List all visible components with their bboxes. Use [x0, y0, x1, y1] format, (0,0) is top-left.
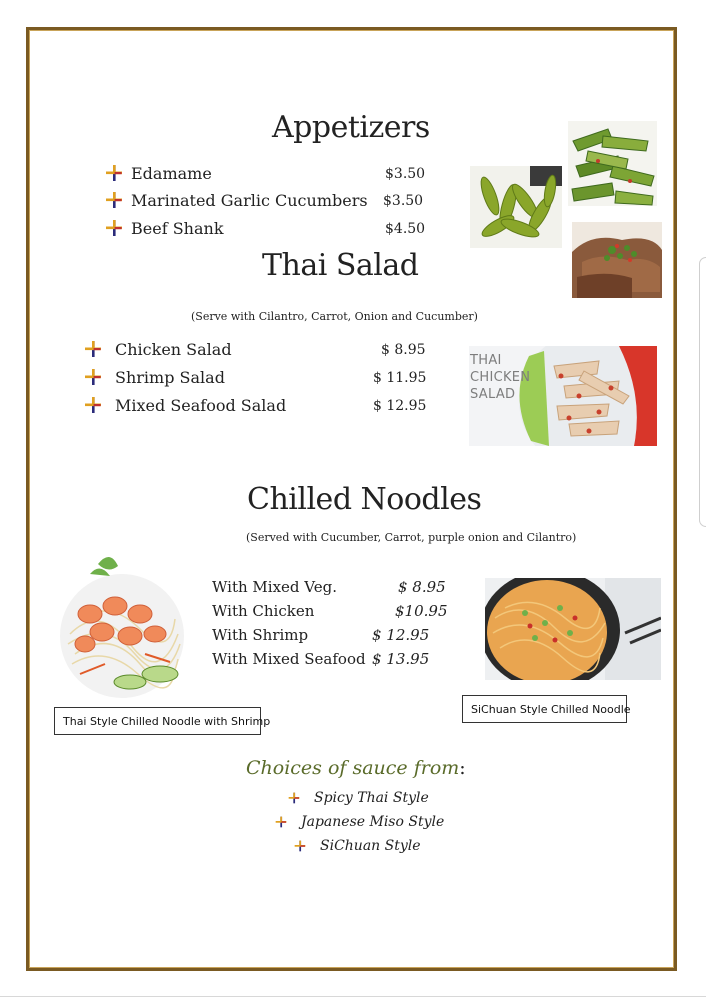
menu-item	[84, 393, 286, 417]
menu-item-name: Shrimp Salad	[115, 367, 225, 387]
scroll-edge-handle[interactable]	[699, 257, 706, 527]
page-bottom-rule	[0, 996, 706, 997]
thai-salad-note: (Serve with Cilantro, Carrot, Onion and Cucumber)	[191, 310, 478, 323]
sauce-option-label: Spicy Thai Style	[314, 790, 429, 806]
cucumber-photo	[568, 121, 657, 206]
menu-item-price: $ 11.95	[373, 370, 427, 386]
menu-item-price: $10.95	[395, 602, 448, 620]
sauce-option-label: SiChuan Style	[320, 838, 421, 854]
sauce-option	[275, 814, 444, 830]
menu-item-price: $3.50	[383, 193, 424, 209]
caption-thai-style-noodle: Thai Style Chilled Noodle with Shrimp	[54, 707, 261, 735]
chilled-noodles-heading: Chilled Noodles	[247, 482, 482, 517]
cross-bullet-icon	[84, 368, 102, 386]
cross-bullet-icon	[288, 792, 300, 804]
menu-item-name: With Shrimp	[212, 626, 309, 644]
menu-item	[84, 365, 225, 389]
cross-bullet-icon	[275, 816, 287, 828]
cross-bullet-icon	[105, 219, 123, 237]
menu-item-name: Mixed Seafood Salad	[115, 395, 287, 415]
sauce-option	[294, 838, 421, 854]
menu-item-price: $ 12.95	[373, 398, 427, 414]
menu-item-price: $ 8.95	[398, 578, 446, 596]
edamame-photo	[470, 166, 562, 248]
caption-sichuan-noodle: SiChuan Style Chilled Noodle	[462, 695, 627, 723]
menu-item-name: Edamame	[131, 163, 212, 183]
menu-item-price: $ 8.95	[381, 342, 426, 358]
menu-item-name: With Mixed Seafood	[212, 650, 366, 668]
sauce-option	[288, 790, 429, 806]
appetizers-heading: Appetizers	[272, 110, 430, 145]
thai-noodle-shrimp-photo	[60, 544, 186, 704]
menu-item-name: Beef Shank	[131, 218, 224, 238]
thai-salad-heading: Thai Salad	[262, 248, 419, 283]
menu-item	[105, 188, 368, 212]
sauce-choices-heading: Choices of sauce from:	[246, 757, 466, 779]
menu-item-price: $ 12.95	[372, 626, 430, 644]
menu-item	[84, 337, 232, 361]
cross-bullet-icon	[294, 840, 306, 852]
menu-item-name: Marinated Garlic Cucumbers	[131, 190, 368, 210]
menu-item-price: $4.50	[385, 221, 426, 237]
menu-item	[105, 216, 224, 240]
chilled-noodles-note: (Served with Cucumber, Carrot, purple onion and Cilantro)	[246, 531, 577, 544]
cross-bullet-icon	[84, 340, 102, 358]
sauce-option-label: Japanese Miso Style	[301, 814, 445, 830]
cross-bullet-icon	[105, 164, 123, 182]
cross-bullet-icon	[84, 396, 102, 414]
sichuan-noodle-photo	[485, 578, 661, 680]
menu-item-price: $3.50	[385, 166, 426, 182]
cross-bullet-icon	[105, 191, 123, 209]
menu-item-name: Chicken Salad	[115, 339, 232, 359]
menu-item-name: With Mixed Veg.	[212, 578, 337, 596]
thai-chicken-salad-label: THAI CHICKEN SALAD	[470, 353, 531, 402]
menu-item-name: With Chicken	[212, 602, 315, 620]
menu-item-price: $ 13.95	[372, 650, 430, 668]
beef-shank-photo	[572, 222, 662, 298]
menu-item	[105, 161, 212, 185]
